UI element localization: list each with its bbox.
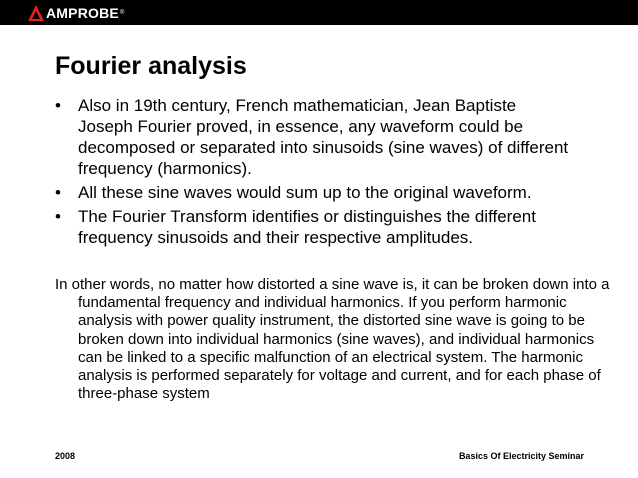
footer-year: 2008: [55, 451, 76, 461]
logo-text: AMPROBE: [46, 5, 119, 21]
bullet-icon: •: [55, 96, 61, 115]
bullet-icon: •: [55, 183, 61, 202]
bullet-icon: •: [55, 207, 61, 226]
footer-seminar: Basics Of Electricity Seminar: [458, 451, 584, 461]
bullet-text: Also in 19th century, French mathematician, Jean Baptiste Joseph Fourier proved, in essence, any waveform could be decomposed or separated into sinusoids (sine waves) of different frequency (harmonics).: [78, 96, 569, 178]
bullet-text: The Fourier Transform identifies or distinguishes the different frequency sinusoids and their respective amplitudes.: [78, 207, 536, 247]
body-paragraph: In other words, no matter how distorted a sine wave is, it can be broken down into a fundamental frequency and individual harmonics. If you perform harmonic analysis with power quality instrument, the distorted sine wave is going to be broken down into individual harmonics (sine waves), and individual harmonics can be linked to a specific malfunction of an electrical system. The harmonic analysis is performed separately for voltage and current, and for each phase of three-phase system: [55, 276, 610, 403]
bullet-list: [55, 95, 575, 251]
slide-title: Fourier analysis: [55, 52, 247, 80]
triangle-logo-icon: [28, 5, 44, 21]
amprobe-logo: [28, 4, 124, 22]
bullet-item: [55, 206, 575, 248]
bullet-item: [55, 95, 575, 179]
logo-trademark: ®: [119, 10, 125, 16]
bullet-text: All these sine waves would sum up to the original waveform.: [78, 183, 532, 202]
bullet-item: [55, 182, 575, 203]
header-bar: [0, 0, 638, 25]
